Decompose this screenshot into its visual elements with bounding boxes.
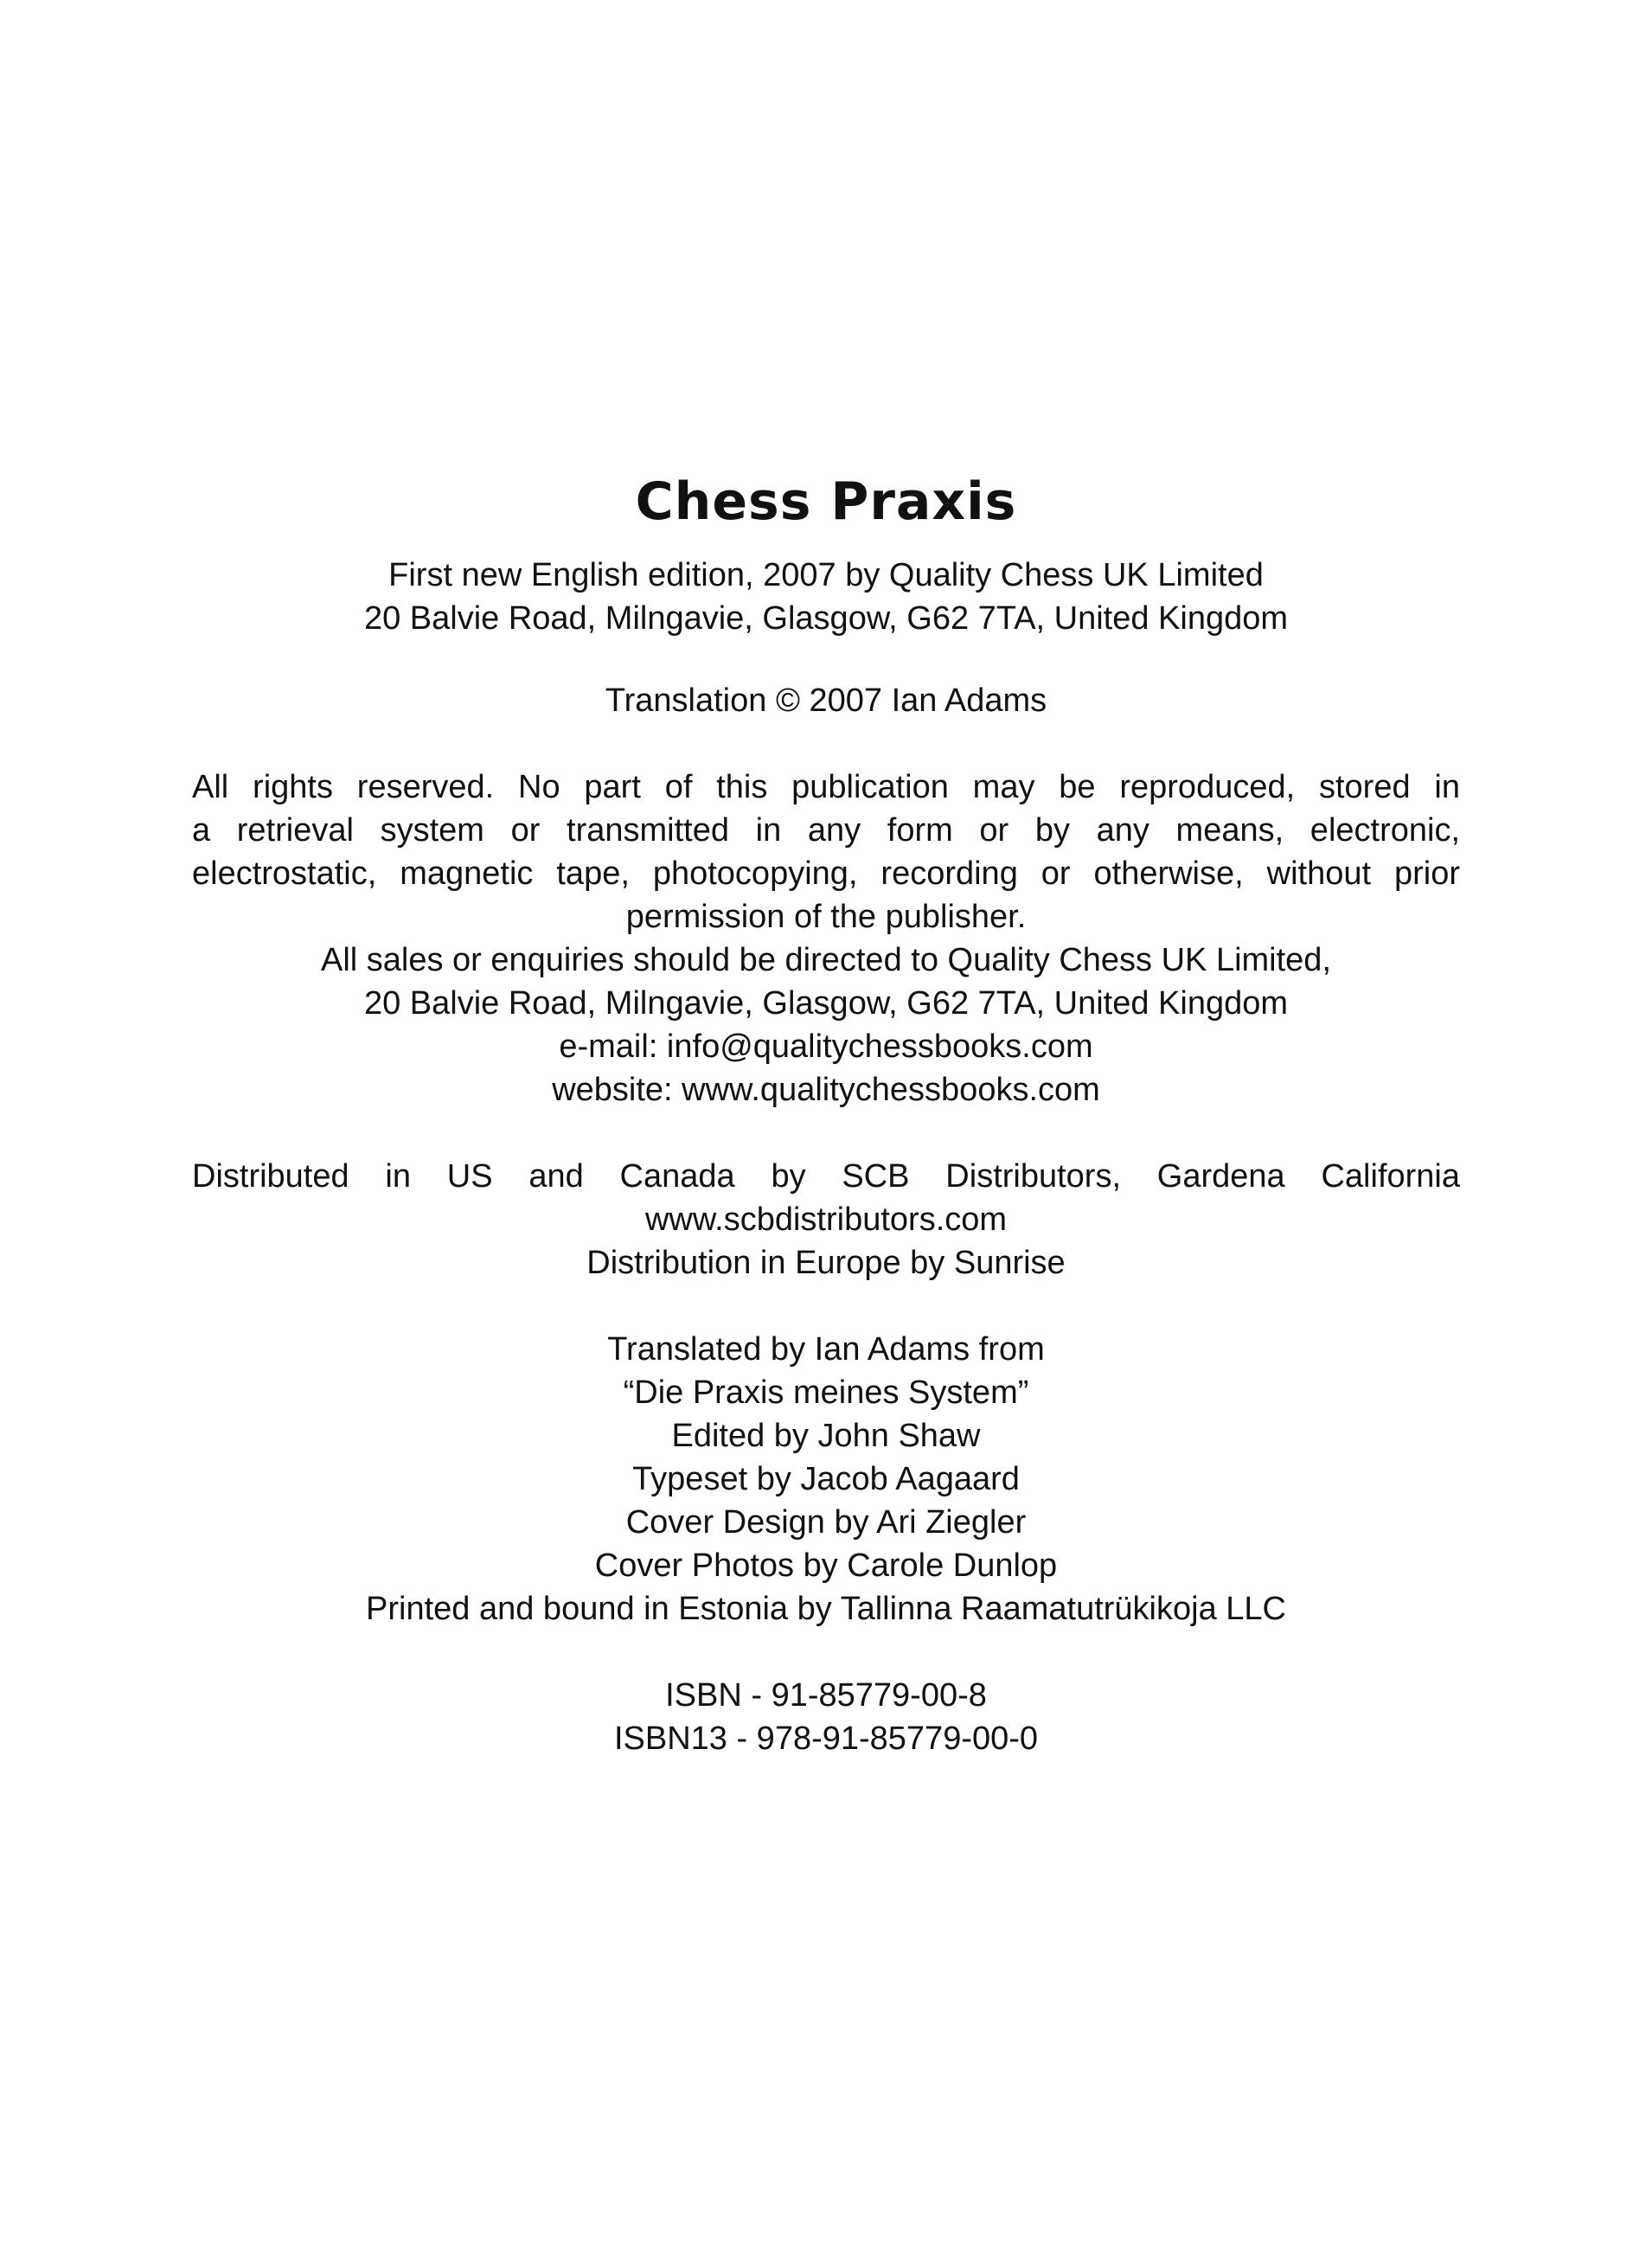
rights-line-3: electrostatic, magnetic tape, photocopying, recording or otherwise, without prior	[192, 855, 1460, 892]
isbn-10: ISBN - 91-85779-00-8	[665, 1677, 987, 1714]
translation-copyright: Translation © 2007 Ian Adams	[605, 682, 1047, 719]
rights-line-2: a retrieval system or transmitted in any form or by any means, electronic,	[192, 812, 1460, 849]
email-line: e-mail: info@qualitychessbooks.com	[559, 1028, 1093, 1065]
printed-by: Printed and bound in Estonia by Tallinna Raamatutrükikoja LLC	[366, 1591, 1286, 1627]
distribution-us-canada: Distributed in US and Canada by SCB Distributors, Gardena California	[192, 1158, 1460, 1195]
translated-by: Translated by Ian Adams from	[607, 1331, 1045, 1368]
edited-by: Edited by John Shaw	[671, 1418, 981, 1454]
rights-paragraph	[192, 766, 1460, 939]
publisher-address-line: 20 Balvie Road, Milngavie, Glasgow, G62 7TA, United Kingdom	[363, 600, 1289, 637]
book-title: Chess Praxis	[635, 471, 1017, 532]
website-line: website: www.qualitychessbooks.com	[552, 1072, 1100, 1108]
isbn-13: ISBN13 - 978-91-85779-00-0	[613, 1720, 1039, 1757]
distribution-europe: Distribution in Europe by Sunrise	[586, 1245, 1066, 1281]
sales-line-1: All sales or enquiries should be directed to Quality Chess UK Limited,	[320, 942, 1332, 978]
sales-line-2: 20 Balvie Road, Milngavie, Glasgow, G62 7TA, United Kingdom	[363, 985, 1289, 1022]
rights-line-4: permission of the publisher.	[625, 899, 1027, 935]
scb-url: www.scbdistributors.com	[644, 1201, 1008, 1238]
original-title: “Die Praxis meines System”	[623, 1374, 1029, 1411]
rights-line-1: All rights reserved. No part of this publication may be reproduced, stored in	[192, 769, 1460, 805]
cover-photos-by: Cover Photos by Carole Dunlop	[594, 1547, 1058, 1584]
typeset-by: Typeset by Jacob Aagaard	[632, 1461, 1020, 1497]
edition-line: First new English edition, 2007 by Quality Chess UK Limited	[388, 557, 1264, 593]
cover-design-by: Cover Design by Ari Ziegler	[625, 1504, 1027, 1541]
